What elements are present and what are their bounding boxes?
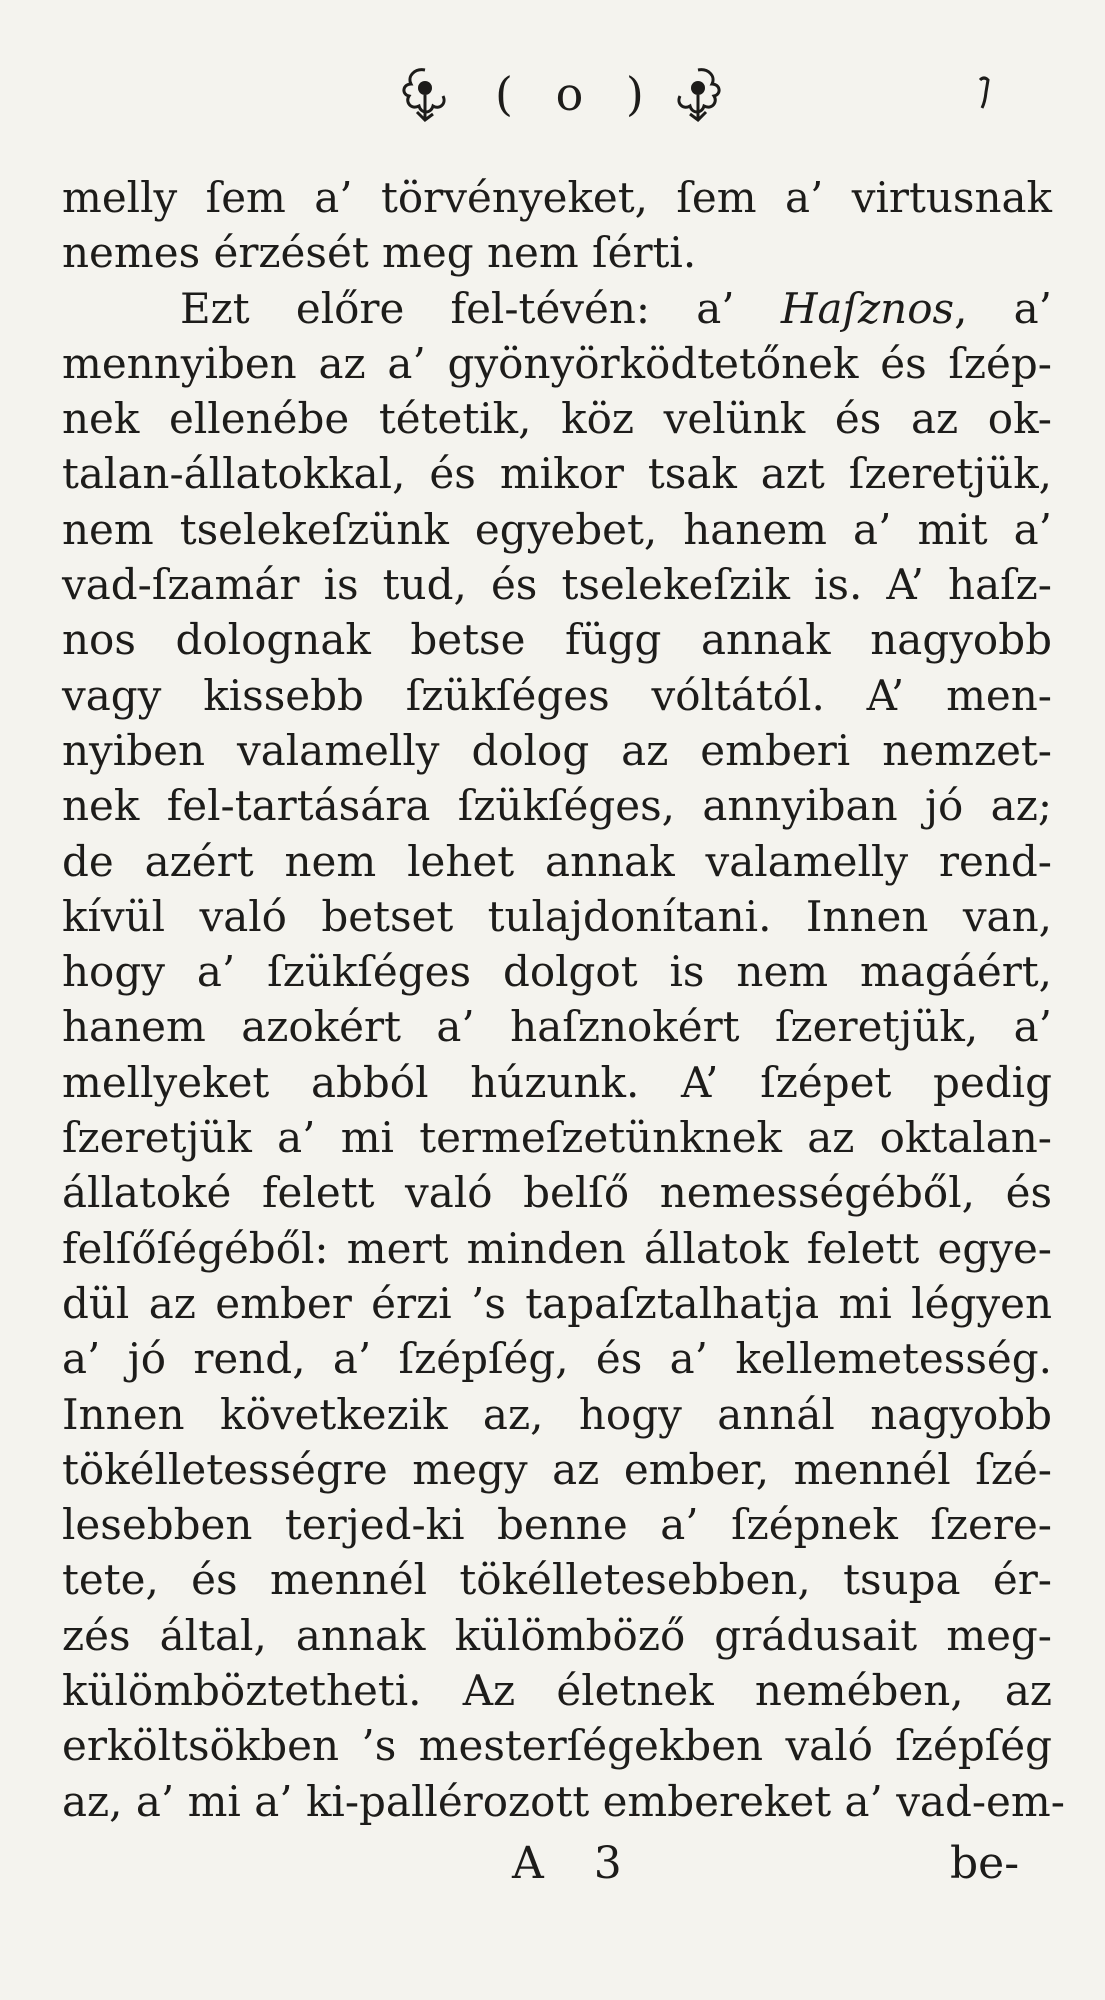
text-line: nem tselekeſzünk egyebet, hanem a’ mit a’	[62, 504, 1052, 554]
line-segment: Ezt előre fel-tévén: a’	[180, 283, 781, 333]
text-line: kívül való betset tulajdonítani. Innen van,	[62, 891, 1052, 941]
text-line: talan-állatokkal, és mikor tsak azt ſzeretjük,	[62, 449, 1052, 499]
paragraph-start-line	[62, 281, 1052, 336]
text-line: felſőſégéből: mert minden állatok felett egye-	[62, 1223, 1052, 1273]
text-line: zés által, annak külömböző grádusait meg-	[62, 1610, 1052, 1660]
text-line: vad-ſzamár is tud, és tselekeſzik is. A’ haſz-	[62, 560, 1052, 610]
print-mark-icon	[978, 76, 990, 110]
text-line: de azért nem lehet annak valamelly rend-	[62, 836, 1052, 886]
page-header	[0, 62, 1105, 132]
text-line: tete, és mennél tökélletesebben, tsupa ér-	[62, 1555, 1052, 1605]
page-footer	[0, 1838, 1105, 1898]
text-line: külömböztetheti. Az életnek nemében, az	[62, 1666, 1052, 1716]
text-line: tökélletességre megy az ember, mennél ſzé-	[62, 1444, 1052, 1494]
text-line: nek fel-tartására ſzükſéges, annyiban jó az;	[62, 781, 1052, 831]
text-line: Innen következik az, hogy annál nagyobb	[62, 1389, 1052, 1439]
text-line: lesebben terjed-ki benne a’ ſzépnek ſzere-	[62, 1500, 1052, 1550]
text-line: hogy a’ ſzükſéges dolgot is nem magáért,	[62, 947, 1052, 997]
text-line: melly ſem a’ törvényeket, ſem a’ virtusnak	[62, 173, 1052, 222]
text-line: az, a’ mi a’ ki-pallérozott embereket a’ vad-em-	[62, 1776, 1065, 1826]
text-line: hanem azokért a’ haſznokért ſzeretjük, a’	[62, 1002, 1052, 1052]
text-line: mennyiben az a’ gyönyörködtetőnek és ſzép-	[62, 338, 1052, 388]
page-marker: ( o )	[495, 67, 658, 121]
text-line: mellyeket abból húzunk. A’ ſzépet pedig	[62, 1057, 1052, 1107]
text-line: dül az ember érzi ’s tapaſztalhatja mi légyen	[62, 1278, 1052, 1328]
text-line: vagy kissebb ſzükſéges vóltától. A’ men-	[62, 670, 1052, 720]
text-line: erköltsökben ’s mesterſégekben való ſzépſég	[62, 1721, 1052, 1771]
catchword: be-	[950, 1838, 1020, 1889]
line-segment: , a’	[954, 283, 1053, 333]
text-line: nos dolognak betse függ annak nagyobb	[62, 615, 1052, 665]
text-line: nek ellenébe tétetik, köz velünk és az ok-	[62, 394, 1052, 444]
body-text	[62, 170, 1065, 1829]
italic-term: Haſznos	[780, 283, 955, 333]
text-line: ſzeretjük a’ mi termeſzetünknek az oktalan-	[62, 1113, 1052, 1163]
text-line: állatoké felett való belſő nemességéből, és	[62, 1168, 1052, 1218]
signature-mark: A 3	[512, 1838, 640, 1889]
floral-ornament-left-icon	[395, 62, 455, 124]
text-line: a’ jó rend, a’ ſzépſég, és a’ kellemetesség.	[62, 1334, 1052, 1384]
floral-ornament-right-icon	[668, 62, 728, 124]
text-line: nemes érzését meg nem ſérti.	[62, 228, 697, 278]
text-line: nyiben valamelly dolog az emberi nemzet-	[62, 725, 1052, 775]
